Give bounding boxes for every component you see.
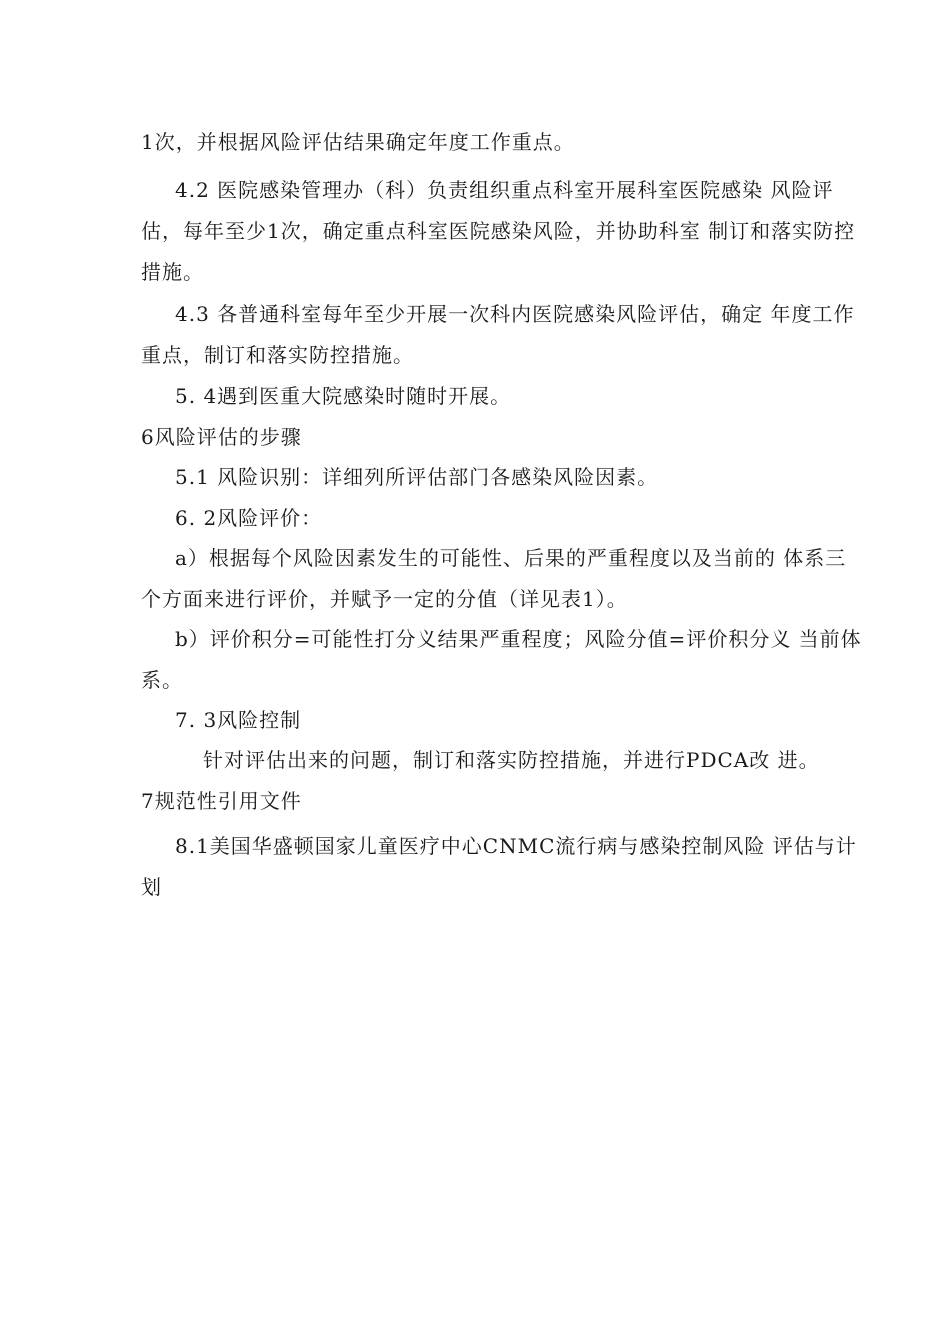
section-heading-normative-references: 7规范性引用文件 xyxy=(141,789,302,813)
paragraph-7-3: 7. 3风险控制 xyxy=(175,708,302,732)
paragraph-5-4: 5. 4遇到医重大院感染时随时开展。 xyxy=(175,384,512,408)
paragraph-8-1: 8.1美国华盛顿国家儿童医疗中心CNMC流行病与感染控制风险 评估与计划 xyxy=(141,834,857,899)
paragraph-item-b: b）评价积分=可能性打分义结果严重程度；风险分值=评价积分义 当前体系。 xyxy=(141,627,862,692)
paragraph-item-a: a）根据每个风险因素发生的可能性、后果的严重程度以及当前的 体系三个方面来进行评价，并赋予一定的分值（详见表1）。 xyxy=(141,546,847,611)
section-heading-risk-steps: 6风险评估的步骤 xyxy=(141,425,302,449)
paragraph-5-1: 5.1 风险识别：详细列所评估部门各感染风险因素。 xyxy=(175,465,659,489)
paragraph-continuation: 1次，并根据风险评估结果确定年度工作重点。 xyxy=(141,130,575,154)
paragraph-4-3: 4.3 各普通科室每年至少开展一次科内医院感染风险评估，确定 年度工作重点，制订和落实防控措施。 xyxy=(141,302,855,367)
paragraph-risk-control-body: 针对评估出来的问题，制订和落实防控措施，并进行PDCA改 进。 xyxy=(203,748,820,772)
paragraph-6-2: 6. 2风险评价： xyxy=(175,506,323,530)
paragraph-4-2: 4.2 医院感染管理办（科）负责组织重点科室开展科室医院感染 风险评估，每年至少1次，确定重点科室医院感染风险，并协助科室 制订和落实防控措施。 xyxy=(141,178,856,284)
